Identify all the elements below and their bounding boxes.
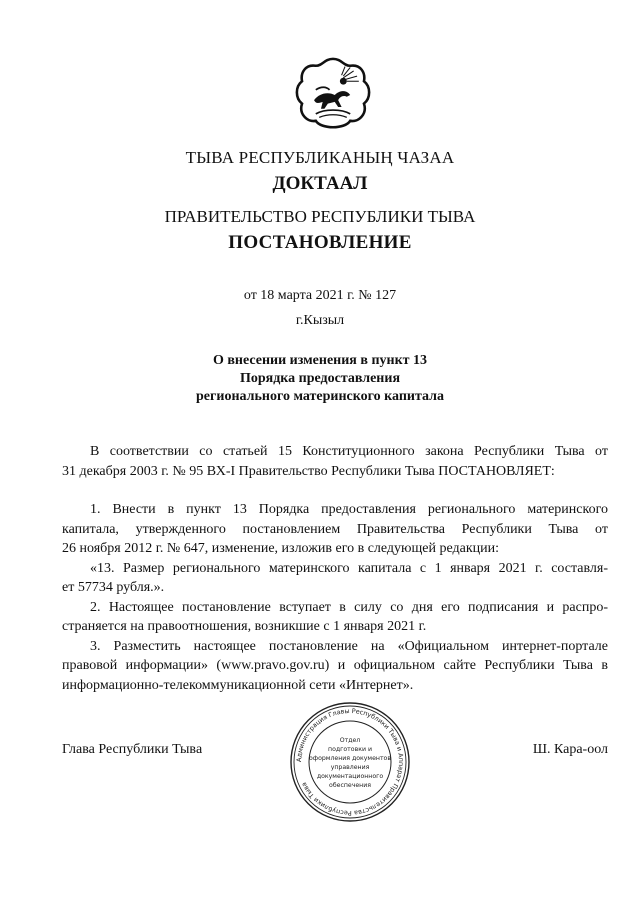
body-line: 3. Разместить настоящее постановление на «Официальном интернет-портале — [90, 638, 608, 654]
signatory-name: Ш. Кара-оол — [532, 742, 608, 757]
subject-line: регионального материнского капитала — [196, 389, 444, 404]
signatory-position: Глава Республики Тывa — [62, 742, 203, 757]
header-resolution: ПОСТАНОВЛЕНИЕ — [228, 232, 412, 253]
body-line: страняется на правоотношения, возникшие с 1 января 2021 г. — [62, 619, 427, 634]
body-line: 1. Внести в пункт 13 Порядка предоставления регионального материнского — [90, 502, 608, 517]
resolution-body — [62, 500, 608, 695]
coat-of-arms-emblem-icon — [290, 52, 376, 138]
stamp-center-line: оформления документов — [309, 755, 391, 762]
stamp-center-line: подготовки и — [328, 746, 372, 753]
stamp-center-line: управления — [330, 764, 370, 771]
preamble-line: В соответствии со статьей 15 Конституционного закона Республики Тыва от — [90, 444, 608, 459]
date-number: от 18 марта 2021 г. № 127 — [243, 288, 397, 303]
preamble-line: 31 декабря 2003 г. № 95 ВХ-I Правительство Республики Тыва ПОСТАНОВЛЯЕТ: — [62, 463, 555, 479]
header-government: ПРАВИТЕЛЬСТВО РЕСПУБЛИКИ ТЫВА — [164, 207, 476, 226]
body-line: ет 57734 рубля.». — [62, 580, 165, 595]
city: г.Кызыл — [295, 313, 345, 328]
subject-line: О внесении изменения в пункт 13 — [212, 353, 428, 368]
subject-line: Порядка предоставления — [239, 371, 401, 386]
preamble — [62, 442, 608, 481]
stamp-center-line: документационного — [316, 773, 384, 780]
body-line: 2. Настоящее постановление вступает в силу со дня его подписания и распро- — [90, 599, 608, 615]
body-line: информационно-телекоммуникационной сети «Интернет». — [62, 677, 414, 693]
stamp-center-line: обеспечения — [329, 782, 371, 789]
official-stamp — [288, 700, 412, 824]
body-line: правовой информации» (www.pravo.gov.ru) и официальном сайте Республики Тыва в — [62, 658, 608, 673]
stamp-ring-text: Администрация Главы Республики Тыва и Аппарат Правительства Республики Тыва — [294, 706, 406, 818]
header-doktaal: ДОКТААЛ — [272, 173, 368, 194]
stamp-center-line: Отдел — [339, 737, 361, 744]
body-line: 26 ноября 2012 г. № 647, изменение, изложив его в следующей редакции: — [62, 541, 500, 556]
header-tuvan-government: ТЫВА РЕСПУБЛИКАНЫҢ ЧАЗАА — [185, 148, 455, 167]
body-line: «13. Размер регионального материнского капитала с 1 января 2021 г. составля- — [90, 560, 608, 576]
subject-title — [0, 352, 640, 406]
body-line: капитала, утвержденного постановлением Правительства Республики Тыва от — [62, 521, 608, 537]
